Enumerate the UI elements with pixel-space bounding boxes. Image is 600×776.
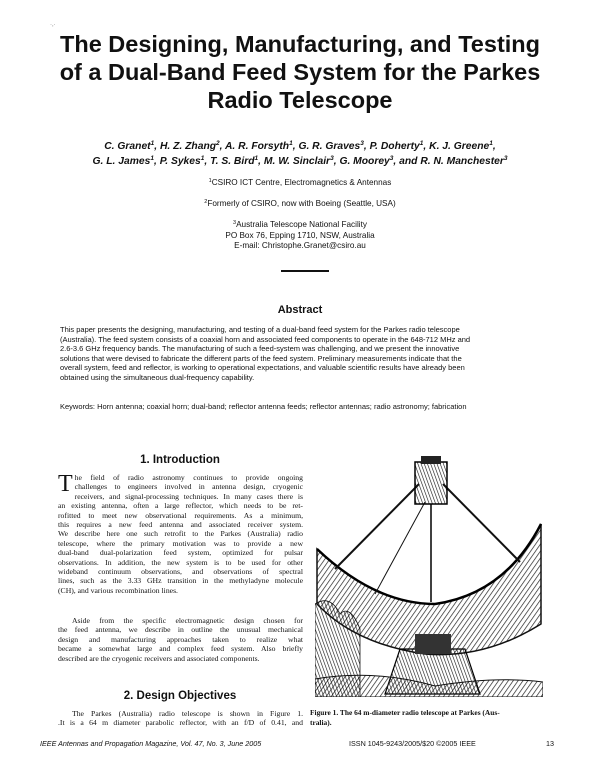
author: T. S. Bird xyxy=(210,156,255,167)
telescope-photo xyxy=(315,454,543,697)
author-line-1: C. Granet$^1$, H. Z. Zhang$^2$, A. R. Forsyth$^1$, G. R. Graves$^3$, P. Doherty$^1$, K. J. Greene$^1$, xyxy=(104,140,496,152)
author: G. L. James xyxy=(92,156,151,167)
introduction-paragraph-1: T he field of radio astronomy continues to provide ongoing challenges to engineers involved in antenna design, cryogenic receivers, and signal-processing techniques. In many cases there is an existing antenna, often a large reflector, which needs to be ret- rofitted to meet new observational requirements. As a minimum, this requires a new feed antenna and associated receiver system. We describe here one such retrofit to the Parkes (Australia) radio telescope, where the primary motivation was to provide a new dual-band dual-polarization feed system, optimized for pulsar observations. In addition, the new system is to be used for other wideband continuum observations, and observations of spectral lines, such as the 3.33 GHz transition in the methyladyne molecule (CH), and various recombination lines. xyxy=(58,471,303,595)
scan-artifact: ·,· xyxy=(50,22,56,28)
divider-rule xyxy=(281,270,329,272)
affiliation-2: $^2$Formerly of CSIRO, now with Boeing (Seattle, USA) xyxy=(204,199,396,208)
title-line-2: of a Dual-Band Feed System for the Parkes xyxy=(59,59,541,85)
author: K. J. Greene xyxy=(429,141,490,152)
author: G. Moorey xyxy=(339,156,390,167)
design-objectives-paragraph: The Parkes (Australia) radio telescope is shown in Figure 1. .It is a 64 m diameter parabolic reflector, with an f/D of 0.41, and xyxy=(58,709,303,728)
author-line-2: G. L. James$^1$, P. Sykes$^1$, T. S. Bird$^1$, M. W. Sinclair$^3$, G. Moorey$^3$, and R. N. Manchester$^3$ xyxy=(92,155,508,167)
author: H. Z. Zhang xyxy=(159,141,217,152)
title-line-3: Radio Telescope xyxy=(207,87,393,113)
author: P. Doherty xyxy=(369,141,420,152)
section-heading-introduction: 1. Introduction xyxy=(140,454,220,466)
figure-caption: Figure 1. The 64 m-diameter radio telescope at Parkes (Aus- tralia). xyxy=(310,708,500,727)
affiliation-1: $^1$CSIRO ICT Centre, Electromagnetics & Antennas xyxy=(208,178,392,187)
author: A. R. Forsyth xyxy=(225,141,290,152)
author: G. R. Graves xyxy=(298,141,361,152)
keywords: Keywords: Horn antenna; coaxial horn; dual-band; reflector antenna feeds; reflector antennas; radio astronomy; fabrication xyxy=(60,402,467,411)
title-line-1: The Designing, Manufacturing, and Testing xyxy=(59,31,541,57)
footer-journal: IEEE Antennas and Propagation Magazine, Vol. 47, No. 3, June 2005 xyxy=(40,739,262,748)
page-number: 13 xyxy=(546,739,554,748)
affiliation-3: $^3$Australia Telescope National Facility PO Box 76, Epping 1710, NSW, Australia E-mail: Christophe.Granet@csiro.au xyxy=(60,220,540,252)
abstract-heading: Abstract xyxy=(277,304,323,316)
introduction-paragraph-2: Aside from the specific electromagnetic design chosen for the feed antenna, we describe in outline the unusual mechanical design and manufacturing approaches taken to realize what became a somewhat large and complex feed system. Also briefly described are the cryogenic receivers and associated components. xyxy=(58,616,303,663)
author-list xyxy=(30,139,570,169)
paper-title xyxy=(40,30,560,114)
section-heading-design-objectives: 2. Design Objectives xyxy=(123,690,237,702)
abstract-text: This paper presents the designing, manufacturing, and testing of a dual-band feed system for the Parkes radio telescope (Australia). The feed system consists of a coaxial horn and associated feed components to operate in the 648-712 MHz and 2.6-3.6 GHz frequency bands. The manufacturing of such a feed-system was challenging, and we present the innovative solutions that were devised to fabricate the different parts of the feed system. Preliminary measurements indicate that the overall system, feed and reflector, is working to operational expectations, and valuable scientific results have already been obtained using the simultaneous dual-frequency capability. xyxy=(60,325,471,382)
author: R. N. Manchester xyxy=(420,156,504,167)
author: P. Sykes xyxy=(159,156,201,167)
author: M. W. Sinclair xyxy=(263,156,331,167)
address: PO Box 76, Epping 1710, NSW, Australia xyxy=(225,230,375,240)
footer-issn: ISSN 1045-9243/2005/$20 ©2005 IEEE xyxy=(349,739,476,748)
email-address: E-mail: Christophe.Granet@csiro.au xyxy=(234,241,366,250)
author: C. Granet xyxy=(104,141,151,152)
drop-cap: T xyxy=(58,471,73,497)
